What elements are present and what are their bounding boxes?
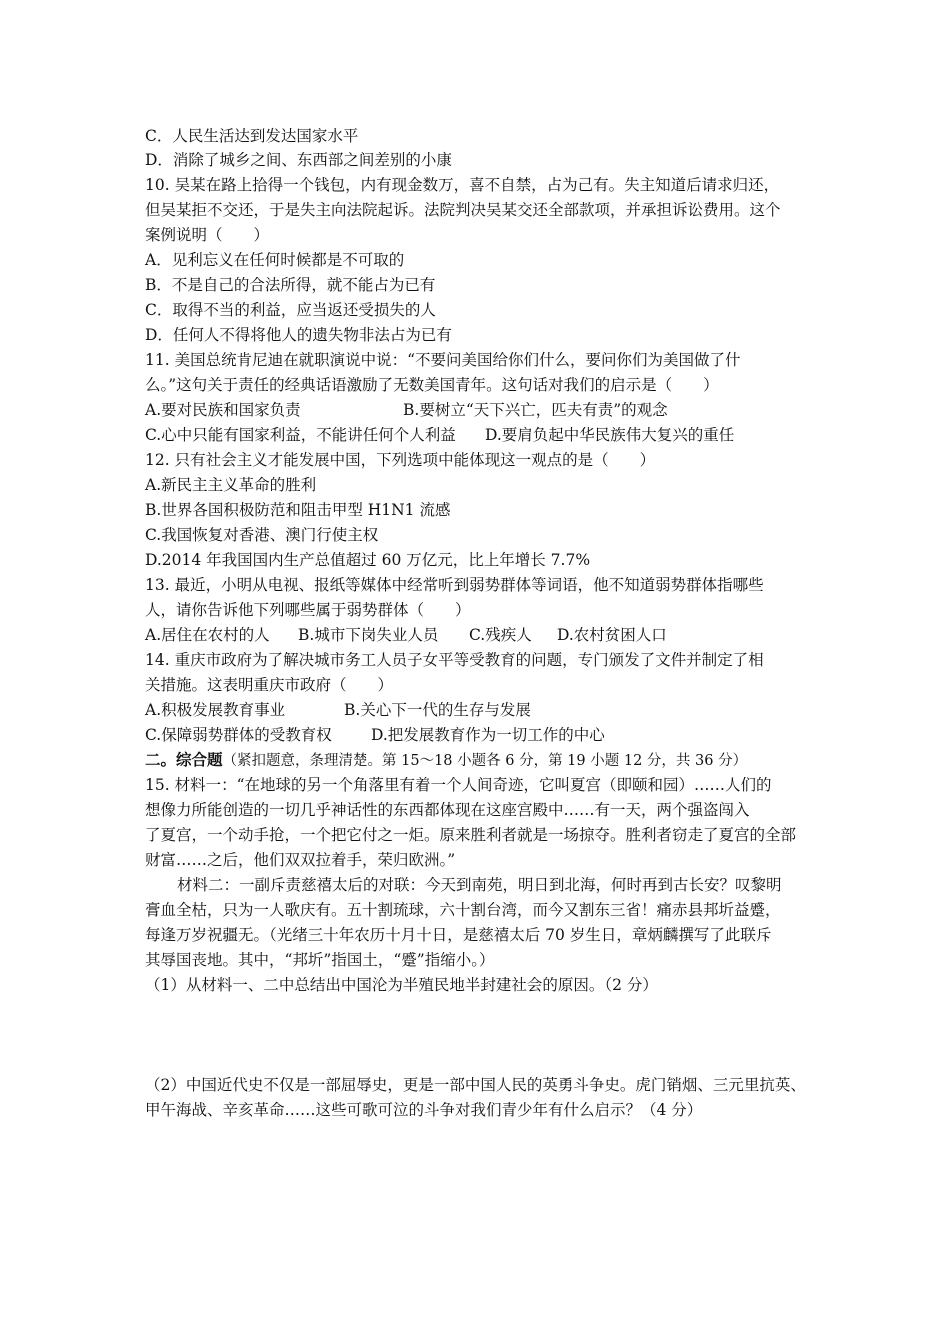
q12-option-c: C.我国恢复对香港、澳门行使主权 (145, 526, 379, 544)
q10-stem-line-1: 10. 吴某在路上拾得一个钱包，内有现金数万，喜不自禁，占为己有。失主知道后请求归还， (145, 176, 780, 194)
section-2-header (145, 750, 825, 771)
q11-stem-line-1: 11. 美国总统肯尼迪在就职演说中说：“不要问美国给你们什么，要问你们为美国做了什 (145, 351, 741, 369)
q14-options-row-2 (145, 725, 825, 745)
q9-option-d: D．消除了城乡之间、东西部之间差别的小康 (145, 151, 452, 169)
q10-stem-line-3: 案例说明（ ） (145, 226, 270, 244)
q10-stem-line-2: 但吴某拒不交还，于是失主向法院起诉。法院判决吴某交还全部款项，并承担诉讼费用。这个 (145, 201, 781, 219)
q11-option-a: A.要对民族和国家负责 (145, 401, 301, 419)
q14-option-a: A.积极发展教育事业 (145, 701, 286, 719)
q10-option-b: B．不是自己的合法所得，就不能占为已有 (145, 276, 436, 294)
q15-material-2-line-4: 其辱国丧地。其中，“邦圻”指国土，“蹙”指缩小。） (145, 951, 495, 969)
section-2-heading: 二。综合题 (145, 750, 223, 769)
q15-material-1-line-4: 财富……之后，他们双双拉着手，荣归欧洲。” (145, 851, 456, 869)
q14-option-c: C.保障弱势群体的受教育权 (145, 726, 332, 744)
q15-material-2-line-1: 材料二：一副斥责慈禧太后的对联：今天到南苑，明日到北海，何时再到古长安？叹黎明 (177, 876, 782, 894)
q14-stem-line-2: 关措施。这表明重庆市政府（ ） (145, 676, 394, 694)
q15-material-1-line-3: 了夏宫，一个动手抢，一个把它付之一炬。原来胜利者就是一场掠夺。胜利者窃走了夏宫的全部 (145, 826, 797, 844)
q11-options-row-1 (145, 400, 825, 420)
q14-stem-line-1: 14. 重庆市政府为了解决城市务工人员子女平等受教育的问题，专门颁发了文件并制定了相 (145, 651, 764, 669)
q13-stem-line-1: 13. 最近，小明从电视、报纸等媒体中经常听到弱势群体等词语，他不知道弱势群体指哪些 (145, 576, 764, 594)
q12-option-d: D.2014 年我国国内生产总值超过 60 万亿元，比上年增长 7.7% (145, 551, 591, 569)
q14-options-row-1 (145, 700, 825, 720)
q13-stem-line-2: 人，请你告诉他下列哪些属于弱势群体（ ） (145, 601, 471, 619)
q15-material-2-line-2: 膏血全枯，只为一人歌庆有。五十割琉球，六十割台湾，而今又割东三省！痛赤县邦圻益蹙， (145, 901, 781, 919)
q11-option-c: C.心中只能有国家利益，不能讲任何个人利益 (145, 426, 456, 444)
q15-material-1-line-2: 想像力所能创造的一切几乎神话性的东西都体现在这座宫殿中……有一天，两个强盗闯入 (145, 801, 750, 819)
q11-stem-line-2: 么。”这句关于责任的经典话语激励了无数美国青年。这句话对我们的启示是（ ） (145, 376, 719, 394)
q13-options-row (145, 625, 825, 645)
q13-option-b: B.城市下岗失业人员 (298, 626, 439, 644)
q9-option-c: C．人民生活达到发达国家水平 (145, 127, 359, 145)
q15-subquestion-2-line-2: 甲午海战、辛亥革命……这些可歌可泣的斗争对我们青少年有什么启示？（4 分） (145, 1101, 703, 1119)
section-2-note: （紧扣题意，条理清楚。第 15～18 小题各 6 分，第 19 小题 12 分，共 36 分） (222, 753, 748, 769)
q11-option-b: B.要树立“天下兴亡，匹夫有责”的观念 (403, 401, 668, 419)
q10-option-d: D．任何人不得将他人的遗失物非法占为已有 (145, 326, 452, 344)
q15-subquestion-2-line-1: （2）中国近代史不仅是一部屈辱史，更是一部中国人民的英勇斗争史。虎门销烟、三元里抗英、 (145, 1076, 806, 1094)
q12-option-a: A.新民主主义革命的胜利 (145, 476, 317, 494)
q13-option-a: A.居住在农村的人 (145, 626, 270, 644)
q14-option-b: B.关心下一代的生存与发展 (344, 701, 531, 719)
q10-option-a: A．见利忘义在任何时候都是不可取的 (145, 251, 405, 269)
q12-option-b: B.世界各国积极防范和阻击甲型 H1N1 流感 (145, 501, 451, 519)
q15-material-1-line-1: 15. 材料一：“在地球的另一个角落里有着一个人间奇迹，它叫夏宫（即颐和园）……人们的 (145, 776, 772, 794)
q11-option-d: D.要肩负起中华民族伟大复兴的重任 (485, 426, 735, 444)
q15-subquestion-1: （1）从材料一、二中总结出中国沦为半殖民地半封建社会的原因。（2 分） (145, 976, 658, 994)
q13-option-d: D.农村贫困人口 (557, 626, 667, 644)
q10-option-c: C．取得不当的利益，应当返还受损失的人 (145, 301, 436, 319)
q12-stem: 12. 只有社会主义才能发展中国，下列选项中能体现这一观点的是（ ） (145, 451, 656, 469)
q13-option-c: C.残疾人 (469, 626, 532, 644)
q14-option-d: D.把发展教育作为一切工作的中心 (371, 726, 605, 744)
q11-options-row-2 (145, 425, 825, 445)
q15-material-2-line-3: 每逢万岁祝疆无。（光绪三十年农历十月十日，是慈禧太后 70 岁生日，章炳麟撰写了此联斥 (145, 926, 772, 944)
